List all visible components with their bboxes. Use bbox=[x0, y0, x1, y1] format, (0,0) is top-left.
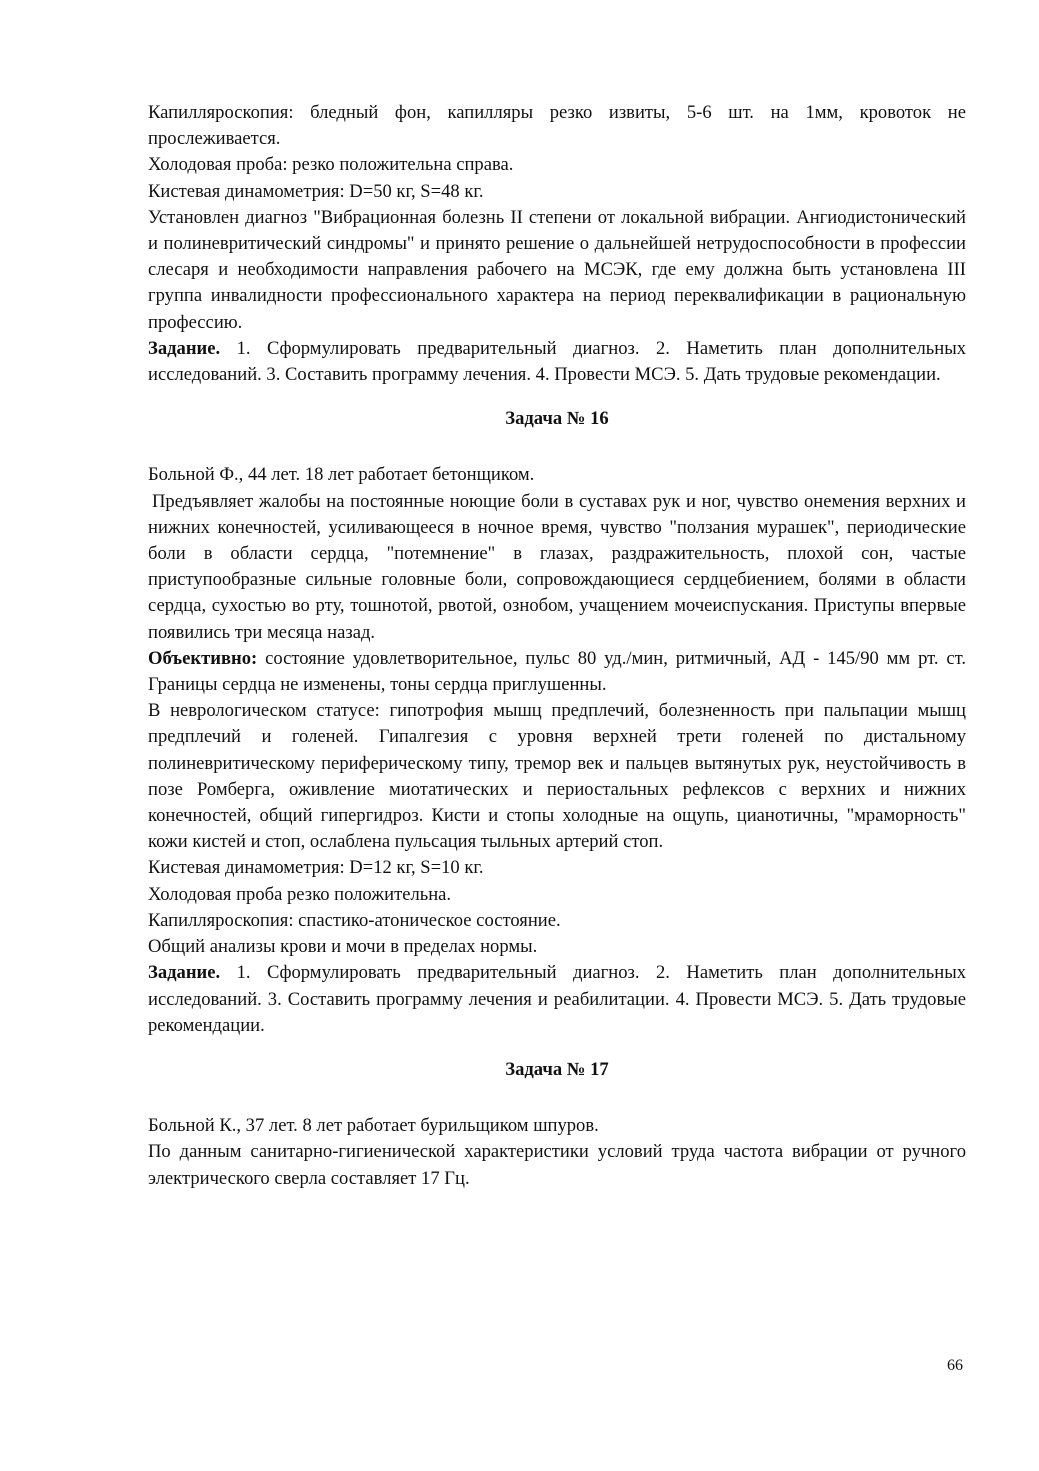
diagnosis-paragraph: Установлен диагноз "Вибрационная болезнь II степени от локальной вибрации. Ангиодистонический и полиневритический синдромы" и принято решение о дальнейшей нетрудоспособности в профессии слесаря и необходимости направления рабочего на МСЭК, где ему должна быть установлена III группа инвалидности профессионального характера на период переквалификации в рациональную профессию. bbox=[148, 206, 966, 333]
task-assignment-paragraph bbox=[148, 336, 966, 388]
blood-urine-paragraph: Общий анализы крови и мочи в пределах нормы. bbox=[148, 936, 538, 958]
task-16-heading: Задача № 16 bbox=[505, 408, 609, 430]
task-text: 1. Сформулировать предварительный диагноз. 2. Наметить план дополнительных исследований. 3. Составить программу лечения и реабилитации. 4. Провести МСЭ. 5. Дать трудовые рекомендации. bbox=[148, 962, 966, 1036]
task-17-heading: Задача № 17 bbox=[505, 1058, 609, 1080]
task-text: 1. Сформулировать предварительный диагноз. 2. Наметить план дополнительных исследований. 3. Составить программу лечения. 4. Провести МСЭ. 5. Дать трудовые рекомендации. bbox=[148, 337, 966, 386]
page-number: 66 bbox=[947, 1357, 963, 1374]
objective-label: Объективно: bbox=[148, 647, 258, 669]
capillaroscopy-paragraph: Капилляроскопия: бледный фон, капилляры резко извиты, 5-6 шт. на 1мм, кровоток не прослеживается. bbox=[148, 102, 966, 150]
task-assignment-paragraph bbox=[148, 960, 966, 1039]
complaints-paragraph: Предъявляет жалобы на постоянные ноющие боли в суставах рук и ног, чувство онемения верхних и нижних конечностей, усиливающееся в ночное время, чувство "ползания мурашек", периодические боли в области сердца, "потемнение" в глазах, раздражительность, плохой сон, частые приступообразные сильные головные боли, сопровождающиеся сердцебиением, болями в области сердца, сухостью во рту, тошнотой, рвотой, ознобом, учащением мочеиспускания. Приступы впервые появились три месяца назад. bbox=[148, 490, 966, 643]
dynamometry-paragraph: Кистевая динамометрия: D=50 кг, S=48 кг. bbox=[148, 180, 484, 202]
patient-intro-paragraph: Больной К., 37 лет. 8 лет работает бурильщиком шпуров. bbox=[148, 1115, 599, 1137]
document-page bbox=[148, 100, 966, 1192]
objective-paragraph bbox=[148, 646, 966, 698]
cold-test-paragraph: Холодовая проба: резко положительна справа. bbox=[148, 154, 514, 176]
neurological-status-paragraph: В неврологическом статусе: гипотрофия мышц предплечий, болезненность при пальпации мышц предплечий и голеней. Гипалгезия с уровня верхней трети голеней по дистальному полиневритическому периферическому типу, тремор век и пальцев вытянутых рук, неустойчивость в позе Ромберга, оживление миотатических и периостальных рефлексов с верхних и нижних конечностей, общий гипергидроз. Кисти и стопы холодные на ощупь, цианотичны, "мраморность" кожи кистей и стоп, ослаблена пульсация тыльных артерий стоп. bbox=[148, 700, 966, 853]
work-conditions-paragraph: По данным санитарно-гигиенической характеристики условий труда частота вибрации от ручного электрического сверла составляет 17 Гц. bbox=[148, 1141, 966, 1189]
dynamometry-paragraph: Кистевая динамометрия: D=12 кг, S=10 кг. bbox=[148, 857, 484, 879]
capillaroscopy-paragraph: Капилляроскопия: спастико-атоническое состояние. bbox=[148, 909, 561, 931]
task-label: Задание. bbox=[148, 962, 221, 984]
patient-intro-paragraph: Больной Ф., 44 лет. 18 лет работает бетонщиком. bbox=[148, 464, 535, 486]
objective-text: состояние удовлетворительное, пульс 80 уд./мин, ритмичный, АД - 145/90 мм рт. ст. Границы сердца не изменены, тоны сердца приглушенны. bbox=[148, 647, 966, 696]
cold-test-paragraph: Холодовая проба резко положительна. bbox=[148, 883, 452, 905]
task-label: Задание. bbox=[148, 337, 221, 359]
